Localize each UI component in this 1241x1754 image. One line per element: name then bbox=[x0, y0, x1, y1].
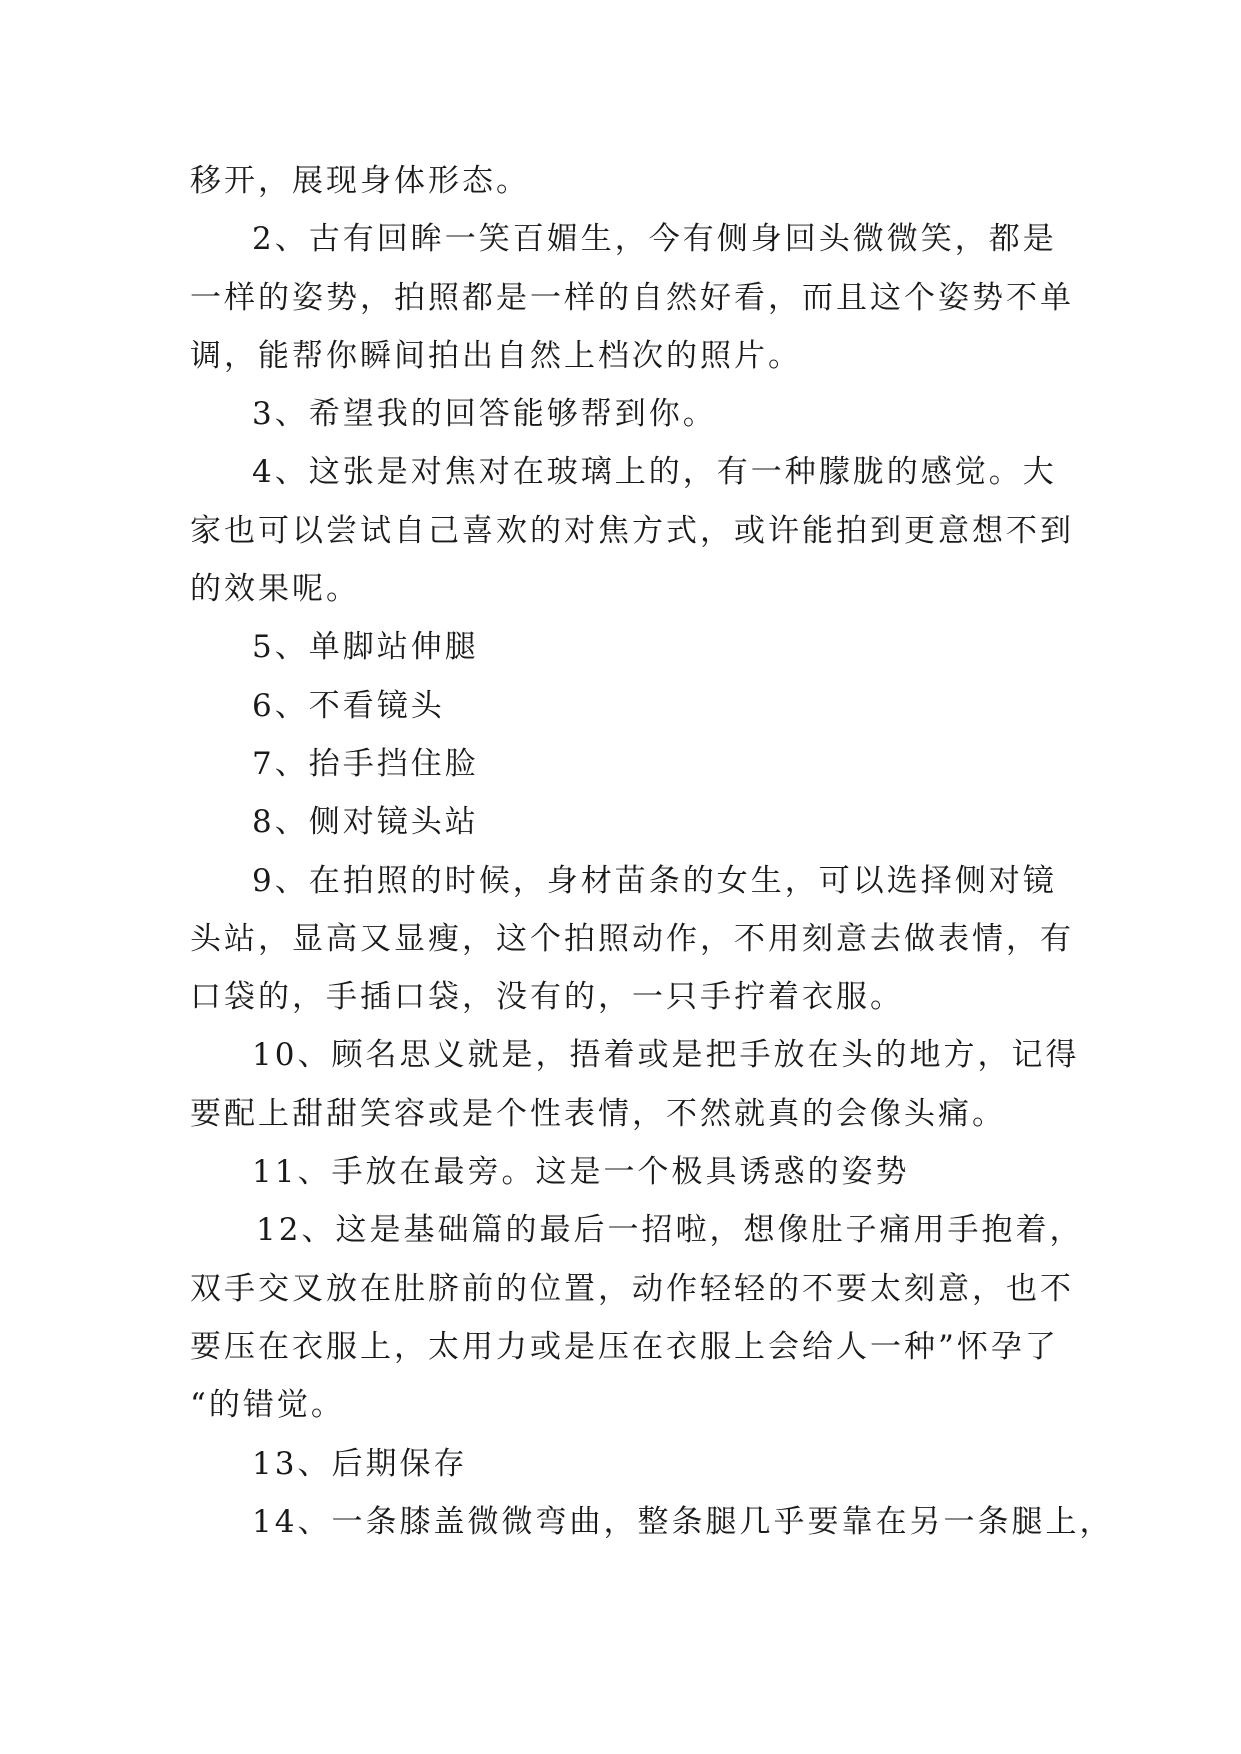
paragraph-item-8 bbox=[190, 793, 1050, 851]
paragraph-item-6 bbox=[190, 677, 1050, 735]
text-line: 6、不看镜头 bbox=[252, 687, 445, 724]
text-line: 11、手放在最旁。这是一个极具诱惑的姿势 bbox=[252, 1154, 910, 1191]
paragraph-item-11 bbox=[190, 1143, 1050, 1201]
document-body bbox=[190, 152, 1114, 1551]
paragraph-item-7 bbox=[190, 735, 1050, 793]
text-line: 要压在衣服上，太用力或是压在衣服上会给人一种”怀孕了 bbox=[190, 1328, 1059, 1365]
text-line: 5、单脚站伸腿 bbox=[252, 629, 479, 666]
text-line: 要配上甜甜笑容或是个性表情，不然就真的会像头痛。 bbox=[190, 1095, 1006, 1132]
text-line: 一样的姿势，拍照都是一样的自然好看，而且这个姿势不单 bbox=[190, 279, 1074, 316]
paragraph-item-2 bbox=[190, 210, 1074, 385]
text-line: 家也可以尝试自己喜欢的对焦方式，或许能拍到更意想不到 bbox=[190, 512, 1074, 549]
text-line: 3、希望我的回答能够帮到你。 bbox=[252, 396, 717, 433]
text-line: 头站，显高又显瘦，这个拍照动作，不用刻意去做表情，有 bbox=[190, 920, 1074, 957]
text-line: 8、侧对镜头站 bbox=[252, 804, 479, 841]
text-line: 2、古有回眸一笑百媚生，今有侧身回头微微笑，都是 bbox=[252, 221, 1057, 258]
text-line: 口袋的，手插口袋，没有的，一只手拧着衣服。 bbox=[190, 979, 904, 1016]
text-line: 14、一条膝盖微微弯曲，整条腿几乎要靠在另一条腿上， bbox=[252, 1503, 1114, 1540]
text-line: 7、抬手挡住脸 bbox=[252, 745, 479, 782]
text-line: 9、在拍照的时候，身材苗条的女生，可以选择侧对镜 bbox=[252, 862, 1057, 899]
paragraph-1-continued bbox=[190, 152, 1050, 210]
paragraph-item-13 bbox=[190, 1435, 1050, 1493]
paragraph-item-12 bbox=[190, 1201, 1084, 1434]
text-line: 4、这张是对焦对在玻璃上的，有一种朦胧的感觉。大 bbox=[252, 454, 1057, 491]
text-line: 12、这是基础篇的最后一招啦，想像肚子痛用手抱着， bbox=[256, 1212, 1084, 1249]
paragraph-item-9 bbox=[190, 852, 1074, 1027]
text-line: “的错觉。 bbox=[190, 1387, 345, 1424]
paragraph-item-14 bbox=[190, 1493, 1114, 1551]
text-line: 的效果呢。 bbox=[190, 571, 360, 608]
text-line: 10、顾名思义就是，捂着或是把手放在头的地方，记得 bbox=[252, 1037, 1080, 1074]
text-line: 双手交叉放在肚脐前的位置，动作轻轻的不要太刻意，也不 bbox=[190, 1270, 1074, 1307]
text-line: 13、后期保存 bbox=[252, 1445, 468, 1482]
paragraph-item-4 bbox=[190, 443, 1074, 618]
paragraph-item-5 bbox=[190, 618, 1050, 676]
text-line: 移开，展现身体形态。 bbox=[190, 163, 530, 199]
text-line: 调，能帮你瞬间拍出自然上档次的照片。 bbox=[190, 337, 802, 374]
paragraph-item-10 bbox=[190, 1026, 1080, 1143]
paragraph-item-3 bbox=[190, 385, 1050, 443]
